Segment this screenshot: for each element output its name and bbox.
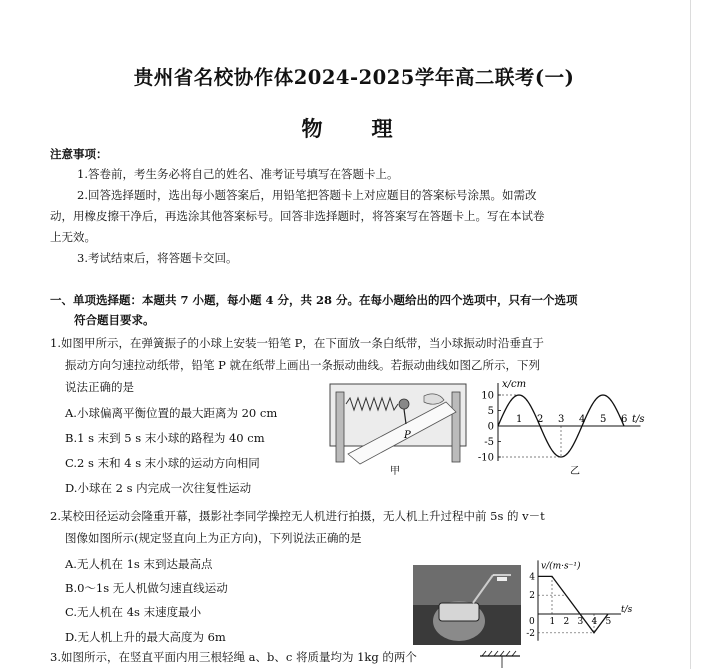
x-tick-label: 1 xyxy=(549,617,556,627)
section-heading: 一、单项选择题：本题共 7 小题，每小题 4 分，共 28 分。在每小题给出的四个选项中，只有一个选项 xyxy=(50,293,578,307)
x-t-graph xyxy=(474,380,684,478)
notice-line: 动，用橡皮擦干净后，再选涂其他答案标号。回答非选择题时，将答案写在答题卡上。写在本试卷 xyxy=(50,209,545,223)
x-tick-label: 6 xyxy=(621,414,628,425)
v-t-graph xyxy=(520,548,650,648)
notice-line: 3.考试结束后，将答题卡交回。 xyxy=(77,251,238,265)
x-axis-label: t/s xyxy=(632,414,645,425)
option-c: C.无人机在 4s 末速度最小 xyxy=(65,605,202,619)
series-line-v xyxy=(538,576,608,632)
question-stem: 图像如图所示(规定竖直向上为正方向)，下列说法正确的是 xyxy=(65,531,362,545)
drone-photo xyxy=(413,565,521,645)
notice-line: 2.回答选择题时，选出每小题答案后，用铅笔把答题卡上对应题目的答案标号涂黑。如需改 xyxy=(77,188,537,202)
y-tick-label: 0 xyxy=(487,421,494,433)
pen-label: P xyxy=(404,430,411,441)
x-tick-label: 2 xyxy=(537,414,544,425)
subject-title: 物 理 xyxy=(301,116,407,141)
option-d: D.无人机上升的最大高度为 6m xyxy=(65,630,226,644)
question-stem: 说法正确的是 xyxy=(65,380,134,394)
notice-heading: 注意事项： xyxy=(50,147,108,161)
figure-caption: 甲 xyxy=(390,466,400,477)
controller xyxy=(439,603,479,621)
x-tick-label: 1 xyxy=(516,414,523,425)
option-d: D.小球在 2 s 内完成一次往复性运动 xyxy=(65,481,252,495)
x-tick-label: 3 xyxy=(577,617,584,627)
oscillator-ball xyxy=(399,399,409,409)
x-tick-label: 2 xyxy=(563,617,570,627)
question-stem: 3.如图所示，在竖直平面内用三根轻绳 a、b、c 将质量均为 1kg 的两个 xyxy=(50,650,417,664)
section-heading-cont: 符合题目要求。 xyxy=(74,313,155,327)
x-tick-label: 4 xyxy=(579,414,586,425)
y-axis-label: x/cm xyxy=(502,380,527,390)
x-tick-label: 4 xyxy=(591,617,598,627)
x-tick-label: 5 xyxy=(605,617,612,627)
spring-oscillator-figure xyxy=(328,382,468,477)
notice-line: 上无效。 xyxy=(50,230,96,244)
y-tick-label: -10 xyxy=(477,452,494,464)
y-tick-label: 5 xyxy=(487,406,494,417)
y-tick-label: -2 xyxy=(526,628,535,639)
question-stem: 振动方向匀速拉动纸带，铅笔 P 就在纸带上画出一条振动曲线。若振动曲线如图乙所示，下列 xyxy=(65,358,541,372)
option-c: C.2 s 末和 4 s 末小球的运动方向相同 xyxy=(65,456,260,470)
y-tick-label: 2 xyxy=(529,591,535,602)
option-a: A.小球偏离平衡位置的最大距离为 20 cm xyxy=(65,406,278,420)
figure-caption: 乙 xyxy=(570,466,580,477)
y-axis-label: v/(m·s⁻¹) xyxy=(541,561,581,572)
y-tick-label: 4 xyxy=(529,572,535,583)
x-tick-label: 5 xyxy=(600,414,607,425)
origin-label: 0 xyxy=(529,617,535,627)
x-axis-label: t/s xyxy=(621,605,633,615)
option-b: B.1 s 末到 5 s 末小球的路程为 40 cm xyxy=(65,431,265,445)
x-tick-label: 3 xyxy=(558,414,565,425)
option-b: B.0～1s 无人机做匀速直线运动 xyxy=(65,581,228,595)
y-tick-label: 10 xyxy=(481,390,494,402)
question-stem: 2.某校田径运动会隆重开幕，摄影社李同学操控无人机进行拍摄，无人机上升过程中前 5s 的 v－t xyxy=(50,509,545,523)
option-a: A.无人机在 1s 末到达最高点 xyxy=(65,557,213,571)
question-stem: 1.如图甲所示，在弹簧振子的小球上安装一铅笔 P，在下面放一条白纸带，当小球振动时沿垂直于 xyxy=(50,336,544,350)
ceiling-hatch xyxy=(478,650,523,669)
right-post xyxy=(452,392,460,462)
y-tick-label: -5 xyxy=(484,437,494,448)
page-edge xyxy=(690,0,691,669)
notice-line: 1.答卷前，考生务必将自己的姓名、准考证号填写在答题卡上。 xyxy=(77,167,399,181)
left-post xyxy=(336,392,344,462)
exam-title: 贵州省名校协作体2024-2025学年高二联考(一) xyxy=(133,66,575,89)
